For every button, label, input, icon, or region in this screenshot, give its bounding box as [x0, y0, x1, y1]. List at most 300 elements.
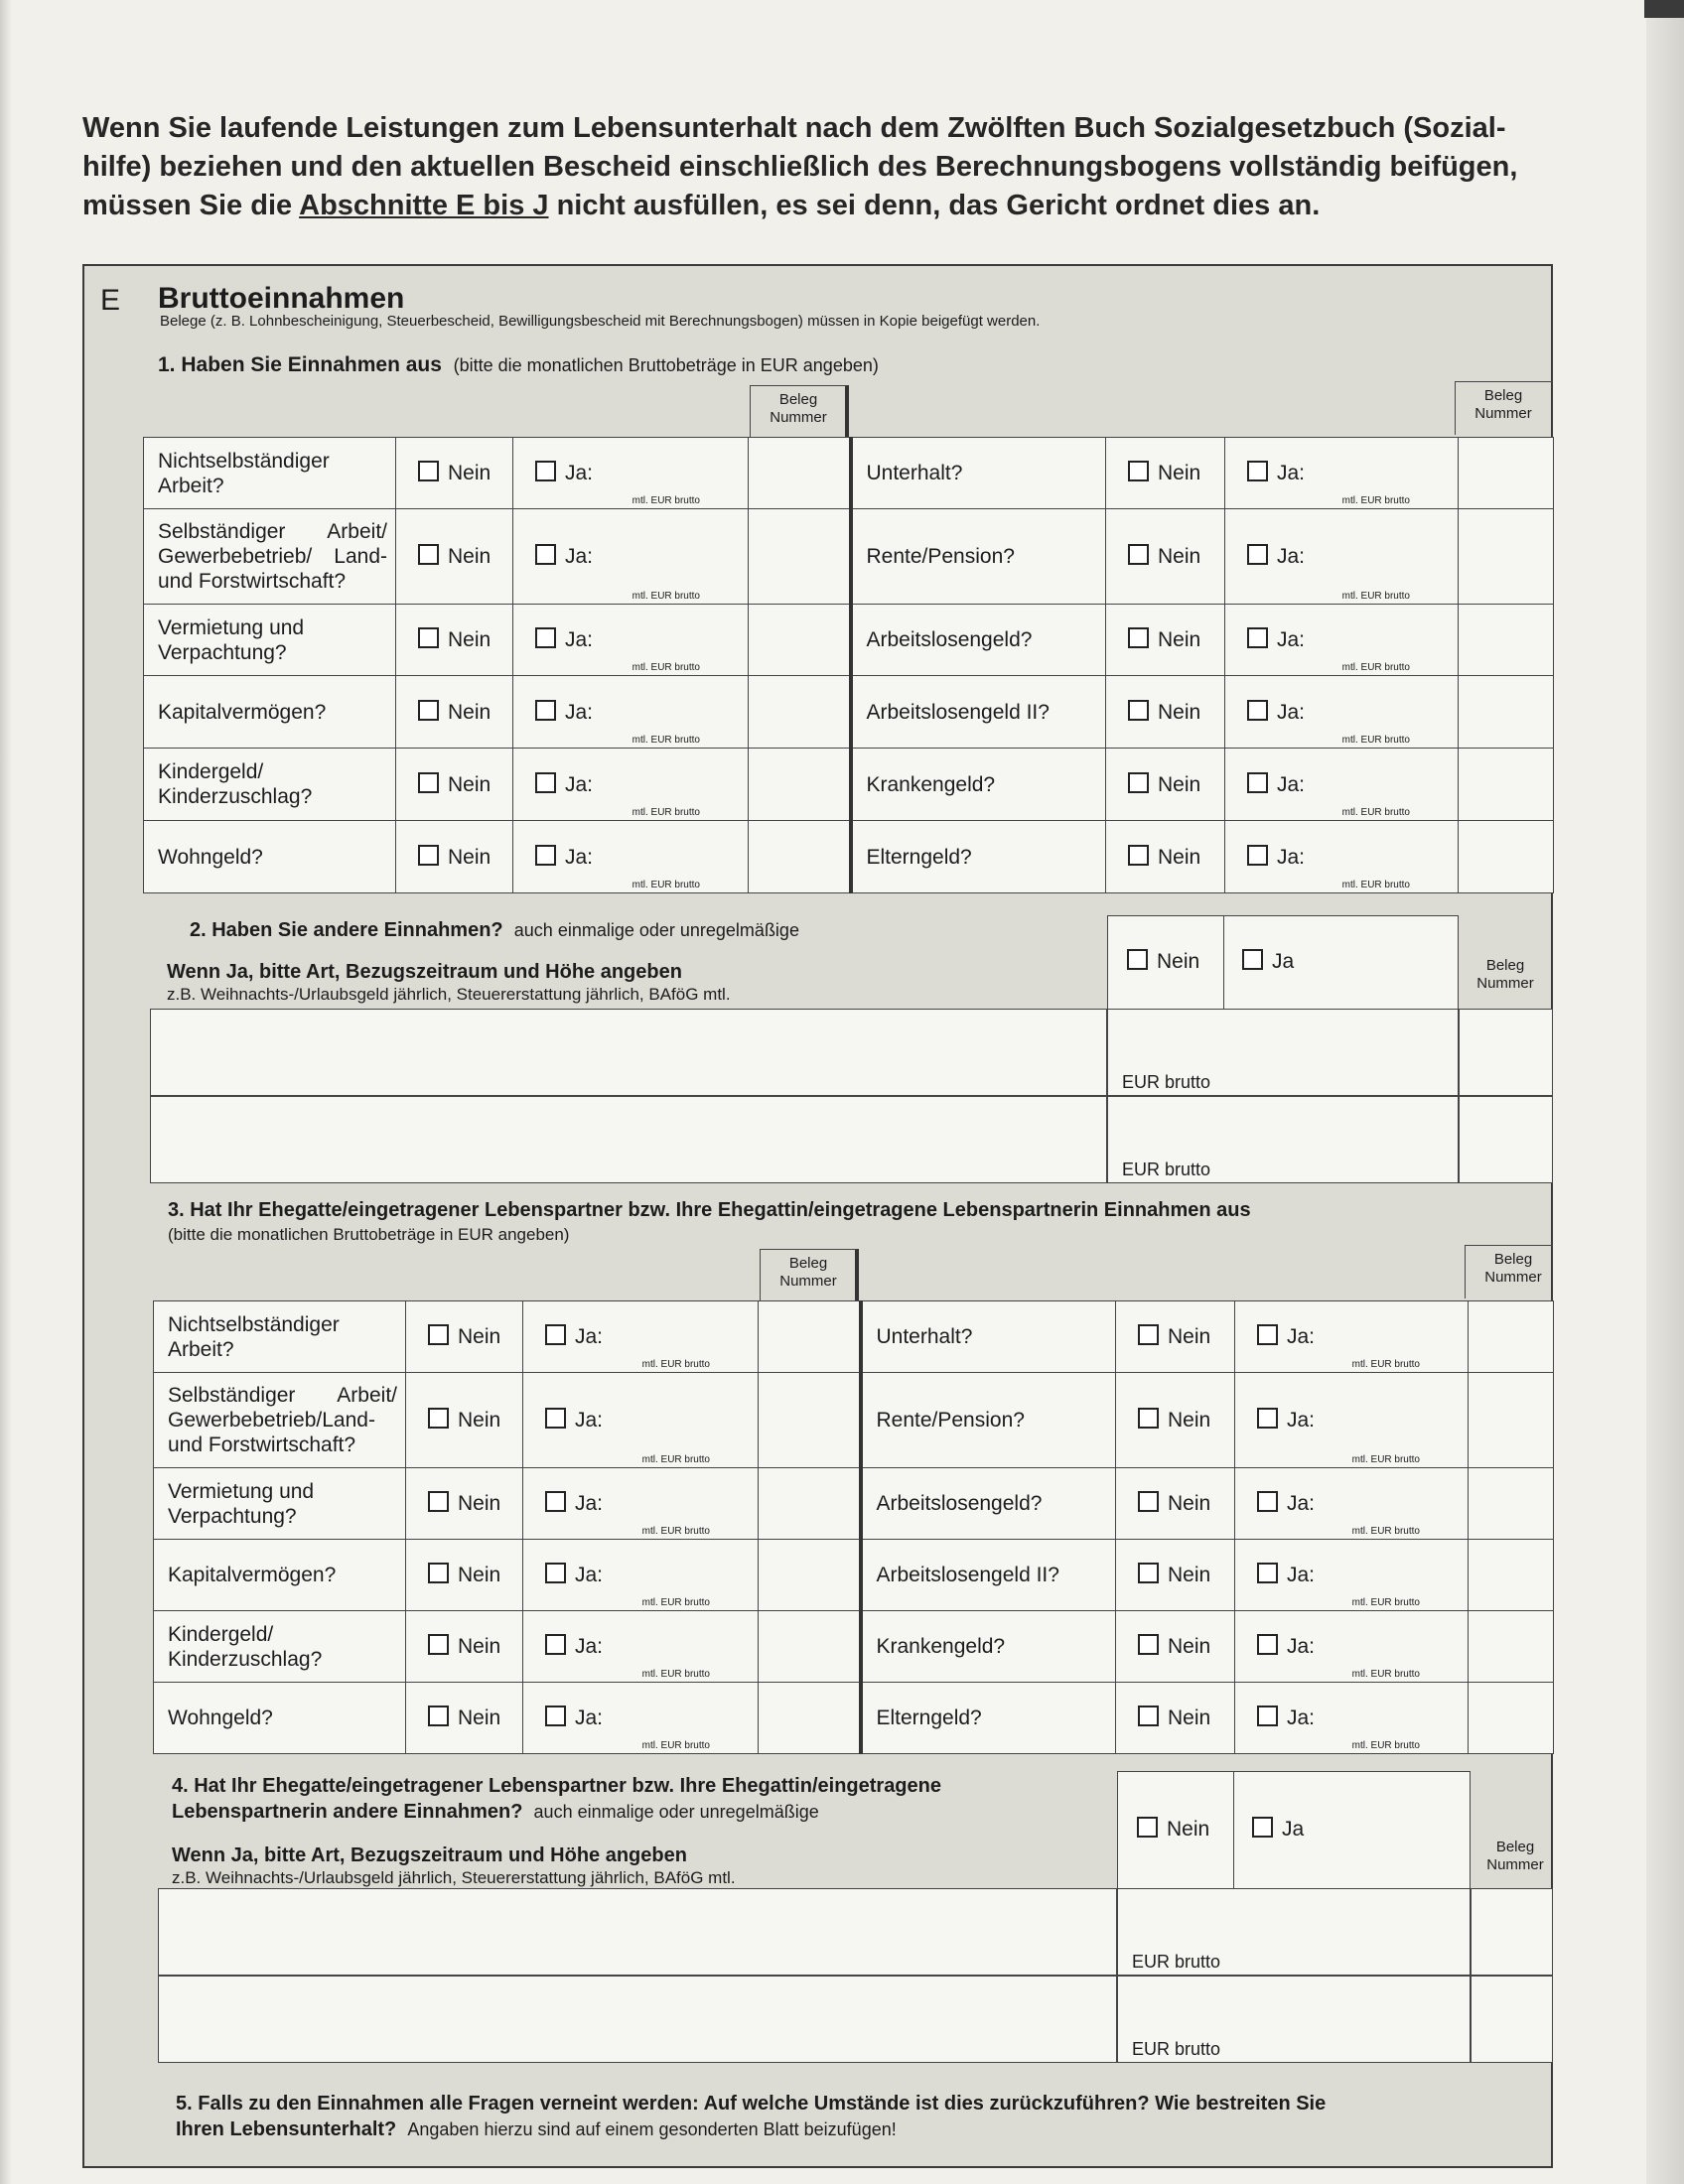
q4-beleg-field-2[interactable] [1471, 1976, 1553, 2063]
intro-line-3 [82, 187, 1562, 225]
checkbox-square [428, 1408, 449, 1429]
table-row [154, 1540, 1554, 1611]
nein-checkbox[interactable] [396, 438, 513, 509]
ja-checkbox-amount[interactable] [523, 1540, 759, 1611]
nein-label: Nein [448, 628, 491, 651]
q4-title-line-2: Lebenspartnerin andere Einnahmen? [172, 1801, 523, 1823]
q4-amount-field-2[interactable] [1117, 1976, 1471, 2063]
ja-label: Ja: [565, 772, 594, 796]
row-label [144, 749, 396, 821]
nein-checkbox[interactable] [1106, 438, 1225, 509]
q4-note: auch einmalige oder unregelmäßige [533, 1802, 819, 1822]
nein-label: Nein [1168, 1409, 1211, 1432]
ja-checkbox-amount[interactable] [1235, 1373, 1469, 1468]
nein-label: Nein [1168, 1564, 1211, 1586]
nein-checkbox[interactable] [1106, 509, 1225, 605]
row-label-line: Verpachtung? [158, 640, 287, 664]
q1-beleg-header-frame-left [750, 385, 849, 437]
beleg-field[interactable] [759, 1301, 861, 1373]
nein-label: Nein [458, 1492, 501, 1515]
nein-label: Nein [1167, 1818, 1210, 1841]
nein-checkbox[interactable] [406, 1468, 523, 1540]
nummer-label: Nummer [1474, 405, 1532, 422]
row-label: Krankengeld? [851, 749, 1106, 821]
ja-checkbox-amount[interactable] [513, 605, 749, 676]
beleg-label: Beleg [1493, 1251, 1533, 1268]
mtl-eur-brutto: mtl. EUR brutto [632, 880, 700, 890]
beleg-field[interactable] [749, 438, 851, 509]
row-label-line: Verpachtung? [168, 1504, 297, 1528]
table-row [144, 676, 1554, 749]
checkbox-square [545, 1706, 566, 1726]
ja-checkbox-amount[interactable] [1225, 605, 1459, 676]
mtl-eur-brutto: mtl. EUR brutto [1341, 880, 1410, 890]
ja-checkbox-amount[interactable] [1225, 509, 1459, 605]
checkbox-square [545, 1491, 566, 1512]
q4-sub: Wenn Ja, bitte Art, Bezugszeitraum und Höhe angeben [172, 1844, 687, 1866]
mtl-eur-brutto: mtl. EUR brutto [1351, 1454, 1420, 1465]
checkbox-square [535, 772, 556, 793]
eur-brutto-label: EUR brutto [1122, 1160, 1211, 1179]
row-label-line: Vermietung und [158, 615, 305, 639]
table-row [154, 1373, 1554, 1468]
mtl-eur-brutto: mtl. EUR brutto [1341, 735, 1410, 746]
ja-checkbox-amount[interactable] [1225, 438, 1459, 509]
mtl-eur-brutto: mtl. EUR brutto [641, 1526, 710, 1537]
ja-checkbox-amount[interactable] [523, 1611, 759, 1683]
checkbox-square [1257, 1408, 1278, 1429]
beleg-field[interactable] [1459, 509, 1554, 605]
row-label: Wohngeld? [154, 1683, 406, 1754]
mtl-eur-brutto: mtl. EUR brutto [632, 662, 700, 673]
nein-checkbox[interactable] [396, 605, 513, 676]
q3-partner-income-table [153, 1300, 1554, 1754]
ja-checkbox-amount[interactable] [513, 676, 749, 749]
beleg-field[interactable] [1469, 1373, 1554, 1468]
ja-checkbox-amount[interactable] [1235, 1301, 1469, 1373]
ja-label: Ja: [565, 545, 594, 568]
section-subtitle: Belege (z. B. Lohnbescheinigung, Steuerbescheid, Bewilligungsbescheid mit Berechnungsbogen) müssen in Kopie beigefügt werden. [160, 313, 1041, 330]
checkbox-square [1138, 1706, 1159, 1726]
beleg-field[interactable] [1469, 1683, 1554, 1754]
row-label-line: Arbeit? [168, 1337, 234, 1361]
row-label [154, 1301, 406, 1373]
mtl-eur-brutto: mtl. EUR brutto [1341, 662, 1410, 673]
row-label: Krankengeld? [861, 1611, 1116, 1683]
mtl-eur-brutto: mtl. EUR brutto [632, 735, 700, 746]
nein-checkbox[interactable] [1116, 1540, 1235, 1611]
beleg-field[interactable] [749, 821, 851, 893]
beleg-field[interactable] [759, 1540, 861, 1611]
ja-checkbox-amount[interactable] [513, 438, 749, 509]
q3-title: 3. Hat Ihr Ehegatte/eingetragener Lebenspartner bzw. Ihre Ehegattin/eingetragene Lebenspartnerin Einnahmen aus [168, 1199, 1251, 1221]
mtl-eur-brutto: mtl. EUR brutto [1351, 1526, 1420, 1537]
checkbox-square [545, 1563, 566, 1583]
ja-checkbox-amount[interactable] [513, 509, 749, 605]
beleg-field[interactable] [1469, 1611, 1554, 1683]
ja-label: Ja: [1287, 1409, 1316, 1432]
q5-title-line-2: Ihren Lebensunterhalt? [176, 2118, 397, 2140]
ja-checkbox-amount[interactable] [513, 749, 749, 821]
mtl-eur-brutto: mtl. EUR brutto [1341, 495, 1410, 506]
row-label: Kapitalvermögen? [144, 676, 396, 749]
row-label-line: Kinderzuschlag? [158, 785, 313, 808]
table-row [144, 509, 1554, 605]
ja-label: Ja: [575, 1325, 604, 1348]
ja-label: Ja: [565, 845, 594, 869]
ja-label: Ja: [565, 628, 594, 651]
beleg-field[interactable] [1469, 1540, 1554, 1611]
nein-checkbox[interactable] [1116, 1683, 1235, 1754]
nein-label: Nein [1168, 1706, 1211, 1729]
ja-label: Ja: [1287, 1564, 1316, 1586]
ja-checkbox-amount[interactable] [1225, 821, 1459, 893]
beleg-field[interactable] [759, 1373, 861, 1468]
mtl-eur-brutto: mtl. EUR brutto [641, 1669, 710, 1680]
q2-example: z.B. Weihnachts-/Urlaubsgeld jährlich, Steuererstattung jährlich, BAföG mtl. [167, 985, 731, 1004]
nein-checkbox[interactable] [1106, 605, 1225, 676]
q4-nein-checkbox[interactable] [1117, 1771, 1234, 1888]
intro-line-1: Wenn Sie laufende Leistungen zum Lebensunterhalt nach dem Zwölften Buch Sozialgesetzbuch (Sozial- [82, 112, 1506, 144]
q2-ja-checkbox[interactable] [1224, 915, 1459, 1009]
nein-checkbox[interactable] [396, 749, 513, 821]
ja-checkbox-amount[interactable] [1225, 749, 1459, 821]
checkbox-square [545, 1408, 566, 1429]
row-label-line: Gewerbebetrieb/ Land- [158, 545, 387, 568]
row-label: Wohngeld? [144, 821, 396, 893]
row-label: Arbeitslosengeld? [851, 605, 1106, 676]
mtl-eur-brutto: mtl. EUR brutto [641, 1597, 710, 1608]
checkbox-square [1138, 1491, 1159, 1512]
row-label-line: Gewerbebetrieb/Land- [168, 1409, 375, 1432]
q4-ja-checkbox[interactable] [1234, 1771, 1471, 1888]
nein-checkbox[interactable] [1106, 676, 1225, 749]
q4-amount-field-1[interactable] [1117, 1888, 1471, 1976]
nein-checkbox[interactable] [1116, 1301, 1235, 1373]
q2-description-field-2[interactable] [150, 1096, 1107, 1183]
nein-label: Nein [1158, 845, 1201, 869]
row-label [144, 509, 396, 605]
checkbox-square [428, 1634, 449, 1655]
ja-label: Ja: [575, 1564, 604, 1586]
ja-label: Ja: [565, 700, 594, 724]
checkbox-square [1138, 1563, 1159, 1583]
nein-checkbox[interactable] [406, 1373, 523, 1468]
ja-label: Ja: [1277, 628, 1306, 651]
row-label: Unterhalt? [851, 438, 1106, 509]
nein-checkbox[interactable] [1106, 749, 1225, 821]
checkbox-square [1138, 1408, 1159, 1429]
intro-line-2: hilfe) beziehen und den aktuellen Bescheid einschließlich des Berechnungsbogens vollständig beifügen, [82, 151, 1518, 183]
nein-checkbox[interactable] [406, 1683, 523, 1754]
checkbox-square [418, 544, 439, 565]
ja-checkbox-amount[interactable] [1225, 676, 1459, 749]
row-label-line: Selbständiger Arbeit/ [158, 520, 387, 543]
nein-label: Nein [458, 1706, 501, 1729]
row-label: Rente/Pension? [861, 1373, 1116, 1468]
row-label: Elterngeld? [861, 1683, 1116, 1754]
nein-label: Nein [1168, 1635, 1211, 1658]
intro-sections-ref: Abschnitte E bis J [299, 190, 549, 221]
q1-beleg-header-frame-right [1455, 381, 1553, 435]
checkbox-square [1247, 700, 1268, 721]
q4-beleg-header [1471, 1839, 1560, 1874]
nein-checkbox[interactable] [406, 1540, 523, 1611]
ja-label: Ja: [1277, 700, 1306, 724]
intro-line-3a: müssen Sie die [82, 190, 300, 221]
beleg-field[interactable] [749, 509, 851, 605]
mtl-eur-brutto: mtl. EUR brutto [641, 1454, 710, 1465]
q2-amount-field-2[interactable] [1107, 1096, 1459, 1183]
nein-label: Nein [1158, 545, 1201, 568]
nein-checkbox[interactable] [396, 676, 513, 749]
checkbox-square [1242, 949, 1263, 970]
nein-checkbox[interactable] [1116, 1611, 1235, 1683]
ja-checkbox-amount[interactable] [523, 1301, 759, 1373]
ja-label: Ja: [1287, 1492, 1316, 1515]
row-label-line: Kindergeld/ [168, 1622, 274, 1646]
nein-label: Nein [448, 545, 491, 568]
row-label-line: Vermietung und [168, 1479, 315, 1503]
nein-checkbox[interactable] [396, 821, 513, 893]
checkbox-square [1257, 1563, 1278, 1583]
q5-note: Angaben hierzu sind auf einem gesonderten Blatt beizufügen! [407, 2119, 897, 2139]
mtl-eur-brutto: mtl. EUR brutto [632, 495, 700, 506]
nein-label: Nein [1158, 462, 1201, 484]
nein-checkbox[interactable] [1116, 1373, 1235, 1468]
mtl-eur-brutto: mtl. EUR brutto [1351, 1740, 1420, 1751]
mtl-eur-brutto: mtl. EUR brutto [1351, 1669, 1420, 1680]
q2-description-field-1[interactable] [150, 1009, 1107, 1096]
ja-label: Ja: [1287, 1706, 1316, 1729]
checkbox-square [535, 845, 556, 866]
q2-sub: Wenn Ja, bitte Art, Bezugszeitraum und Höhe angeben [167, 961, 682, 983]
mtl-eur-brutto: mtl. EUR brutto [632, 591, 700, 602]
nummer-label: Nummer [1476, 975, 1534, 992]
checkbox-square [1257, 1706, 1278, 1726]
checkbox-square [1247, 461, 1268, 481]
checkbox-square [428, 1491, 449, 1512]
ja-checkbox-amount[interactable] [1235, 1611, 1469, 1683]
table-row [144, 605, 1554, 676]
row-label [154, 1611, 406, 1683]
ja-checkbox-amount[interactable] [1235, 1540, 1469, 1611]
nein-label: Nein [458, 1409, 501, 1432]
nein-label: Nein [458, 1635, 501, 1658]
q3-beleg-header-frame-left [760, 1249, 859, 1300]
ja-checkbox-amount[interactable] [523, 1683, 759, 1754]
checkbox-square [1138, 1324, 1159, 1345]
checkbox-square [428, 1324, 449, 1345]
q2-note: auch einmalige oder unregelmäßige [513, 920, 799, 940]
ja-label: Ja: [1277, 462, 1306, 484]
checkbox-square [418, 772, 439, 793]
mtl-eur-brutto: mtl. EUR brutto [641, 1740, 710, 1751]
q4-example: z.B. Weihnachts-/Urlaubsgeld jährlich, Steuererstattung jährlich, BAföG mtl. [172, 1868, 736, 1887]
checkbox-square [1137, 1817, 1158, 1838]
nein-label: Nein [448, 845, 491, 869]
page-edge-right [1646, 0, 1684, 2184]
row-label [144, 438, 396, 509]
nein-checkbox[interactable] [396, 509, 513, 605]
q3-note: (bitte die monatlichen Bruttobeträge in EUR angeben) [168, 1225, 570, 1244]
beleg-field[interactable] [1459, 438, 1554, 509]
eur-brutto-label: EUR brutto [1122, 1072, 1211, 1092]
beleg-field[interactable] [1469, 1301, 1554, 1373]
q4-beleg-field-1[interactable] [1471, 1888, 1553, 1976]
row-label-line: Arbeit? [158, 474, 224, 497]
ja-checkbox-amount[interactable] [1235, 1683, 1469, 1754]
row-label [144, 605, 396, 676]
checkbox-square [1128, 544, 1149, 565]
checkbox-square [1128, 627, 1149, 648]
q5-title-line-1: 5. Falls zu den Einnahmen alle Fragen verneint werden: Auf welche Umstände ist dies zurückzuführen? Wie bestreiten Sie [176, 2093, 1327, 2115]
q4-title-line-1: 4. Hat Ihr Ehegatte/eingetragener Lebenspartner bzw. Ihre Ehegattin/eingetragene [172, 1775, 941, 1797]
checkbox-square [1128, 845, 1149, 866]
mtl-eur-brutto: mtl. EUR brutto [641, 1359, 710, 1370]
mtl-eur-brutto: mtl. EUR brutto [1341, 591, 1410, 602]
nein-label: Nein [448, 700, 491, 724]
beleg-field[interactable] [759, 1611, 861, 1683]
nein-label: Nein [458, 1564, 501, 1586]
q1-title: 1. Haben Sie Einnahmen aus [158, 353, 442, 376]
nein-checkbox[interactable] [1106, 821, 1225, 893]
section-letter: E [100, 284, 121, 317]
beleg-label: Beleg [1495, 1839, 1535, 1855]
beleg-field[interactable] [749, 605, 851, 676]
section-title: Bruttoeinnahmen [158, 282, 405, 315]
q1-heading [158, 353, 879, 377]
ja-checkbox-amount[interactable] [523, 1468, 759, 1540]
checkbox-square [535, 700, 556, 721]
beleg-field[interactable] [1459, 605, 1554, 676]
ja-label: Ja: [575, 1635, 604, 1658]
row-label-line: Nichtselbständiger [158, 449, 330, 473]
checkbox-square [1127, 949, 1148, 970]
checkbox-square [418, 627, 439, 648]
mtl-eur-brutto: mtl. EUR brutto [632, 807, 700, 818]
beleg-field[interactable] [1459, 749, 1554, 821]
checkbox-square [1252, 1817, 1273, 1838]
q3-beleg-header-frame-right [1465, 1245, 1553, 1298]
ja-label: Ja [1282, 1818, 1305, 1841]
page-corner-dark [1644, 0, 1684, 18]
row-label: Unterhalt? [861, 1301, 1116, 1373]
row-label: Arbeitslosengeld II? [851, 676, 1106, 749]
checkbox-square [545, 1634, 566, 1655]
checkbox-square [1247, 544, 1268, 565]
nein-label: Nein [448, 462, 491, 484]
checkbox-square [535, 461, 556, 481]
ja-label: Ja: [575, 1706, 604, 1729]
beleg-field[interactable] [749, 749, 851, 821]
checkbox-square [428, 1706, 449, 1726]
q2-heading [190, 919, 799, 942]
q4-heading-line-2 [172, 1801, 819, 1824]
beleg-label: Beleg [788, 1255, 828, 1272]
q5-heading-line-2 [176, 2118, 897, 2141]
nein-checkbox[interactable] [406, 1611, 523, 1683]
ja-label: Ja: [575, 1492, 604, 1515]
nein-label: Nein [448, 772, 491, 796]
table-row [144, 749, 1554, 821]
eur-brutto-label: EUR brutto [1132, 2039, 1221, 2059]
ja-label: Ja: [1277, 845, 1306, 869]
row-label: Arbeitslosengeld? [861, 1468, 1116, 1540]
ja-label: Ja: [565, 462, 594, 484]
beleg-field[interactable] [759, 1683, 861, 1754]
ja-label: Ja [1272, 950, 1295, 973]
row-label: Kapitalvermögen? [154, 1540, 406, 1611]
checkbox-square [428, 1563, 449, 1583]
row-label-line: und Forstwirtschaft? [168, 1433, 356, 1456]
section-e-bruttoeinnahmen [82, 264, 1553, 2168]
row-label: Elterngeld? [851, 821, 1106, 893]
nein-checkbox[interactable] [1116, 1468, 1235, 1540]
q2-beleg-header [1459, 957, 1552, 993]
table-row [144, 438, 1554, 509]
checkbox-square [418, 461, 439, 481]
checkbox-square [418, 845, 439, 866]
beleg-field[interactable] [1459, 821, 1554, 893]
beleg-field[interactable] [1469, 1468, 1554, 1540]
beleg-field[interactable] [759, 1468, 861, 1540]
nein-label: Nein [1158, 700, 1201, 724]
ja-label: Ja: [1277, 545, 1306, 568]
nein-label: Nein [1168, 1325, 1211, 1348]
checkbox-square [1247, 627, 1268, 648]
row-label: Rente/Pension? [851, 509, 1106, 605]
checkbox-square [1138, 1634, 1159, 1655]
q1-note: (bitte die monatlichen Bruttobeträge in EUR angeben) [453, 355, 879, 375]
intro-line-3b: nicht ausfüllen, es sei denn, das Gericht ordnet dies an. [548, 190, 1321, 221]
q2-beleg-field-1[interactable] [1459, 1009, 1553, 1096]
beleg-label: Beleg [1485, 957, 1525, 974]
q2-title: 2. Haben Sie andere Einnahmen? [190, 919, 503, 941]
beleg-field[interactable] [749, 676, 851, 749]
checkbox-square [535, 627, 556, 648]
ja-checkbox-amount[interactable] [523, 1373, 759, 1468]
mtl-eur-brutto: mtl. EUR brutto [1341, 807, 1410, 818]
checkbox-square [545, 1324, 566, 1345]
nummer-label: Nummer [1486, 1856, 1544, 1873]
ja-checkbox-amount[interactable] [513, 821, 749, 893]
row-label: Arbeitslosengeld II? [861, 1540, 1116, 1611]
nein-label: Nein [458, 1325, 501, 1348]
q2-beleg-field-2[interactable] [1459, 1096, 1553, 1183]
mtl-eur-brutto: mtl. EUR brutto [1351, 1359, 1420, 1370]
beleg-field[interactable] [1459, 676, 1554, 749]
table-row [154, 1301, 1554, 1373]
ja-checkbox-amount[interactable] [1235, 1468, 1469, 1540]
table-row [154, 1683, 1554, 1754]
checkbox-square [1257, 1324, 1278, 1345]
nein-checkbox[interactable] [406, 1301, 523, 1373]
checkbox-square [1247, 845, 1268, 866]
q2-nein-checkbox[interactable] [1107, 915, 1224, 1009]
checkbox-square [1257, 1634, 1278, 1655]
checkbox-square [1128, 772, 1149, 793]
q2-amount-field-1[interactable] [1107, 1009, 1459, 1096]
row-label-line: Nichtselbständiger [168, 1312, 340, 1336]
row-label-line: Kinderzuschlag? [168, 1647, 323, 1671]
row-label-line: Selbständiger Arbeit/ [168, 1384, 397, 1407]
checkbox-square [418, 700, 439, 721]
beleg-label: Beleg [778, 391, 818, 408]
q4-description-field-1[interactable] [158, 1888, 1117, 1976]
nein-label: Nein [1157, 950, 1200, 973]
q4-description-field-2[interactable] [158, 1976, 1117, 2063]
